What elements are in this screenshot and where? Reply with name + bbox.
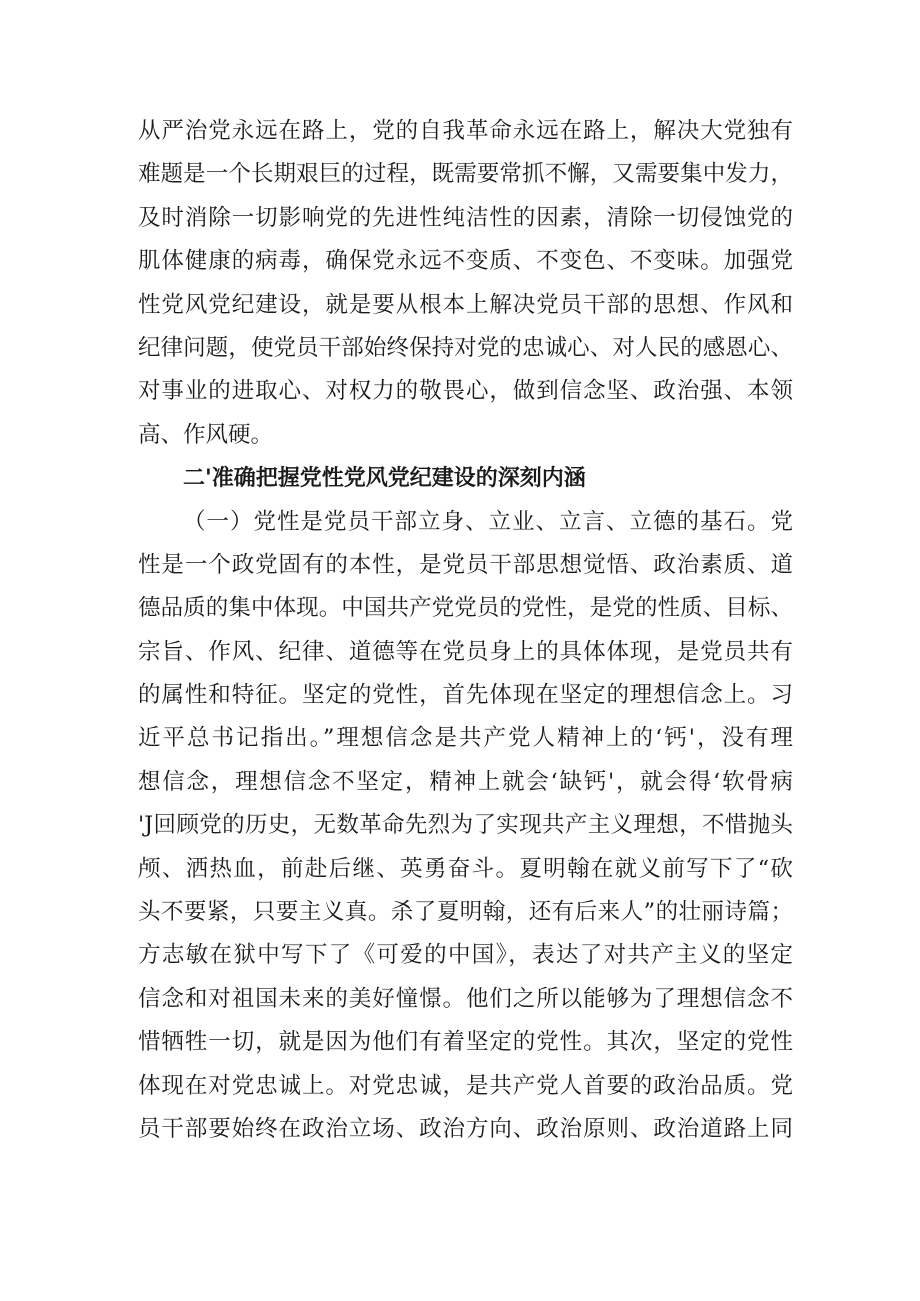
text-line: 想信念，理想信念不坚定，精神上就会‘缺钙'，就会得‘软骨病 [138,768,793,795]
text-line: 肌体健康的病毒，确保党永远不变质、不变色、不变味。加强党 [138,248,793,275]
text-line: 从严治党永远在路上，党的自我革命永远在路上，解决大党独有 [138,118,793,144]
text-line: 近平总书记指出。”理想信念是共产党人精神上的‘钙'，没有理 [138,725,793,752]
text-line: 宗旨、作风、纪律、道德等在党员身上的具体体现，是党员共有 [138,638,793,665]
text-line: 高、作风硬。 [138,421,274,448]
text-line: 难题是一个长期艰巨的过程，既需要常抓不懈，又需要集中发力， [138,161,793,188]
text-line: 及时消除一切影响党的先进性纯洁性的因素，清除一切侵蚀党的 [138,204,793,231]
text-line: 头不要紧，只要主义真。杀了夏明翰，还有后来人”的壮丽诗篇； [138,899,793,926]
text-line: 'J回顾党的历史，无数革命先烈为了实现共产主义理想，不惜抛头 [138,812,793,839]
text-line: 的属性和特征。坚定的党性，首先体现在坚定的理想信念上。习 [138,682,793,709]
text-line: 性是一个政党固有的本性，是党员干部思想觉悟、政治素质、道 [138,551,793,578]
text-line: 体现在对党忠诚上。对党忠诚，是共产党人首要的政治品质。党 [138,1072,793,1099]
text-line: 纪律问题，使党员干部始终保持对党的忠诚心、对人民的感恩心、 [138,334,793,361]
text-line: 信念和对祖国未来的美好憧憬。他们之所以能够为了理想信念不 [138,985,793,1012]
text-line: 对事业的进取心、对权力的敬畏心，做到信念坚、政治强、本领 [138,378,793,405]
text-line: 颅、洒热血，前赴后继、英勇奋斗。夏明翰在就义前写下了“砍 [138,855,793,882]
text-line: 性党风党纪建设，就是要从根本上解决党员干部的思想、作风和 [138,291,793,318]
text-line: 方志敏在狱中写下了《可爱的中国》，表达了对共产主义的坚定 [138,942,793,969]
text-line: 德品质的集中体现。中国共产党党员的党性，是党的性质、目标、 [138,595,793,622]
section-heading: 二'准确把握党性党风党纪建设的深刻内涵 [183,466,586,492]
body-text [138,110,793,1151]
subsection-first-line: （一）党性是党员干部立身、立业、立言、立德的基石。党 [183,508,793,535]
text-line: 惜牺牲一切，就是因为他们有着坚定的党性。其次，坚定的党性 [138,1029,793,1056]
text-line: 员干部要始终在政治立场、政治方向、政治原则、政治道路上同 [138,1115,793,1142]
